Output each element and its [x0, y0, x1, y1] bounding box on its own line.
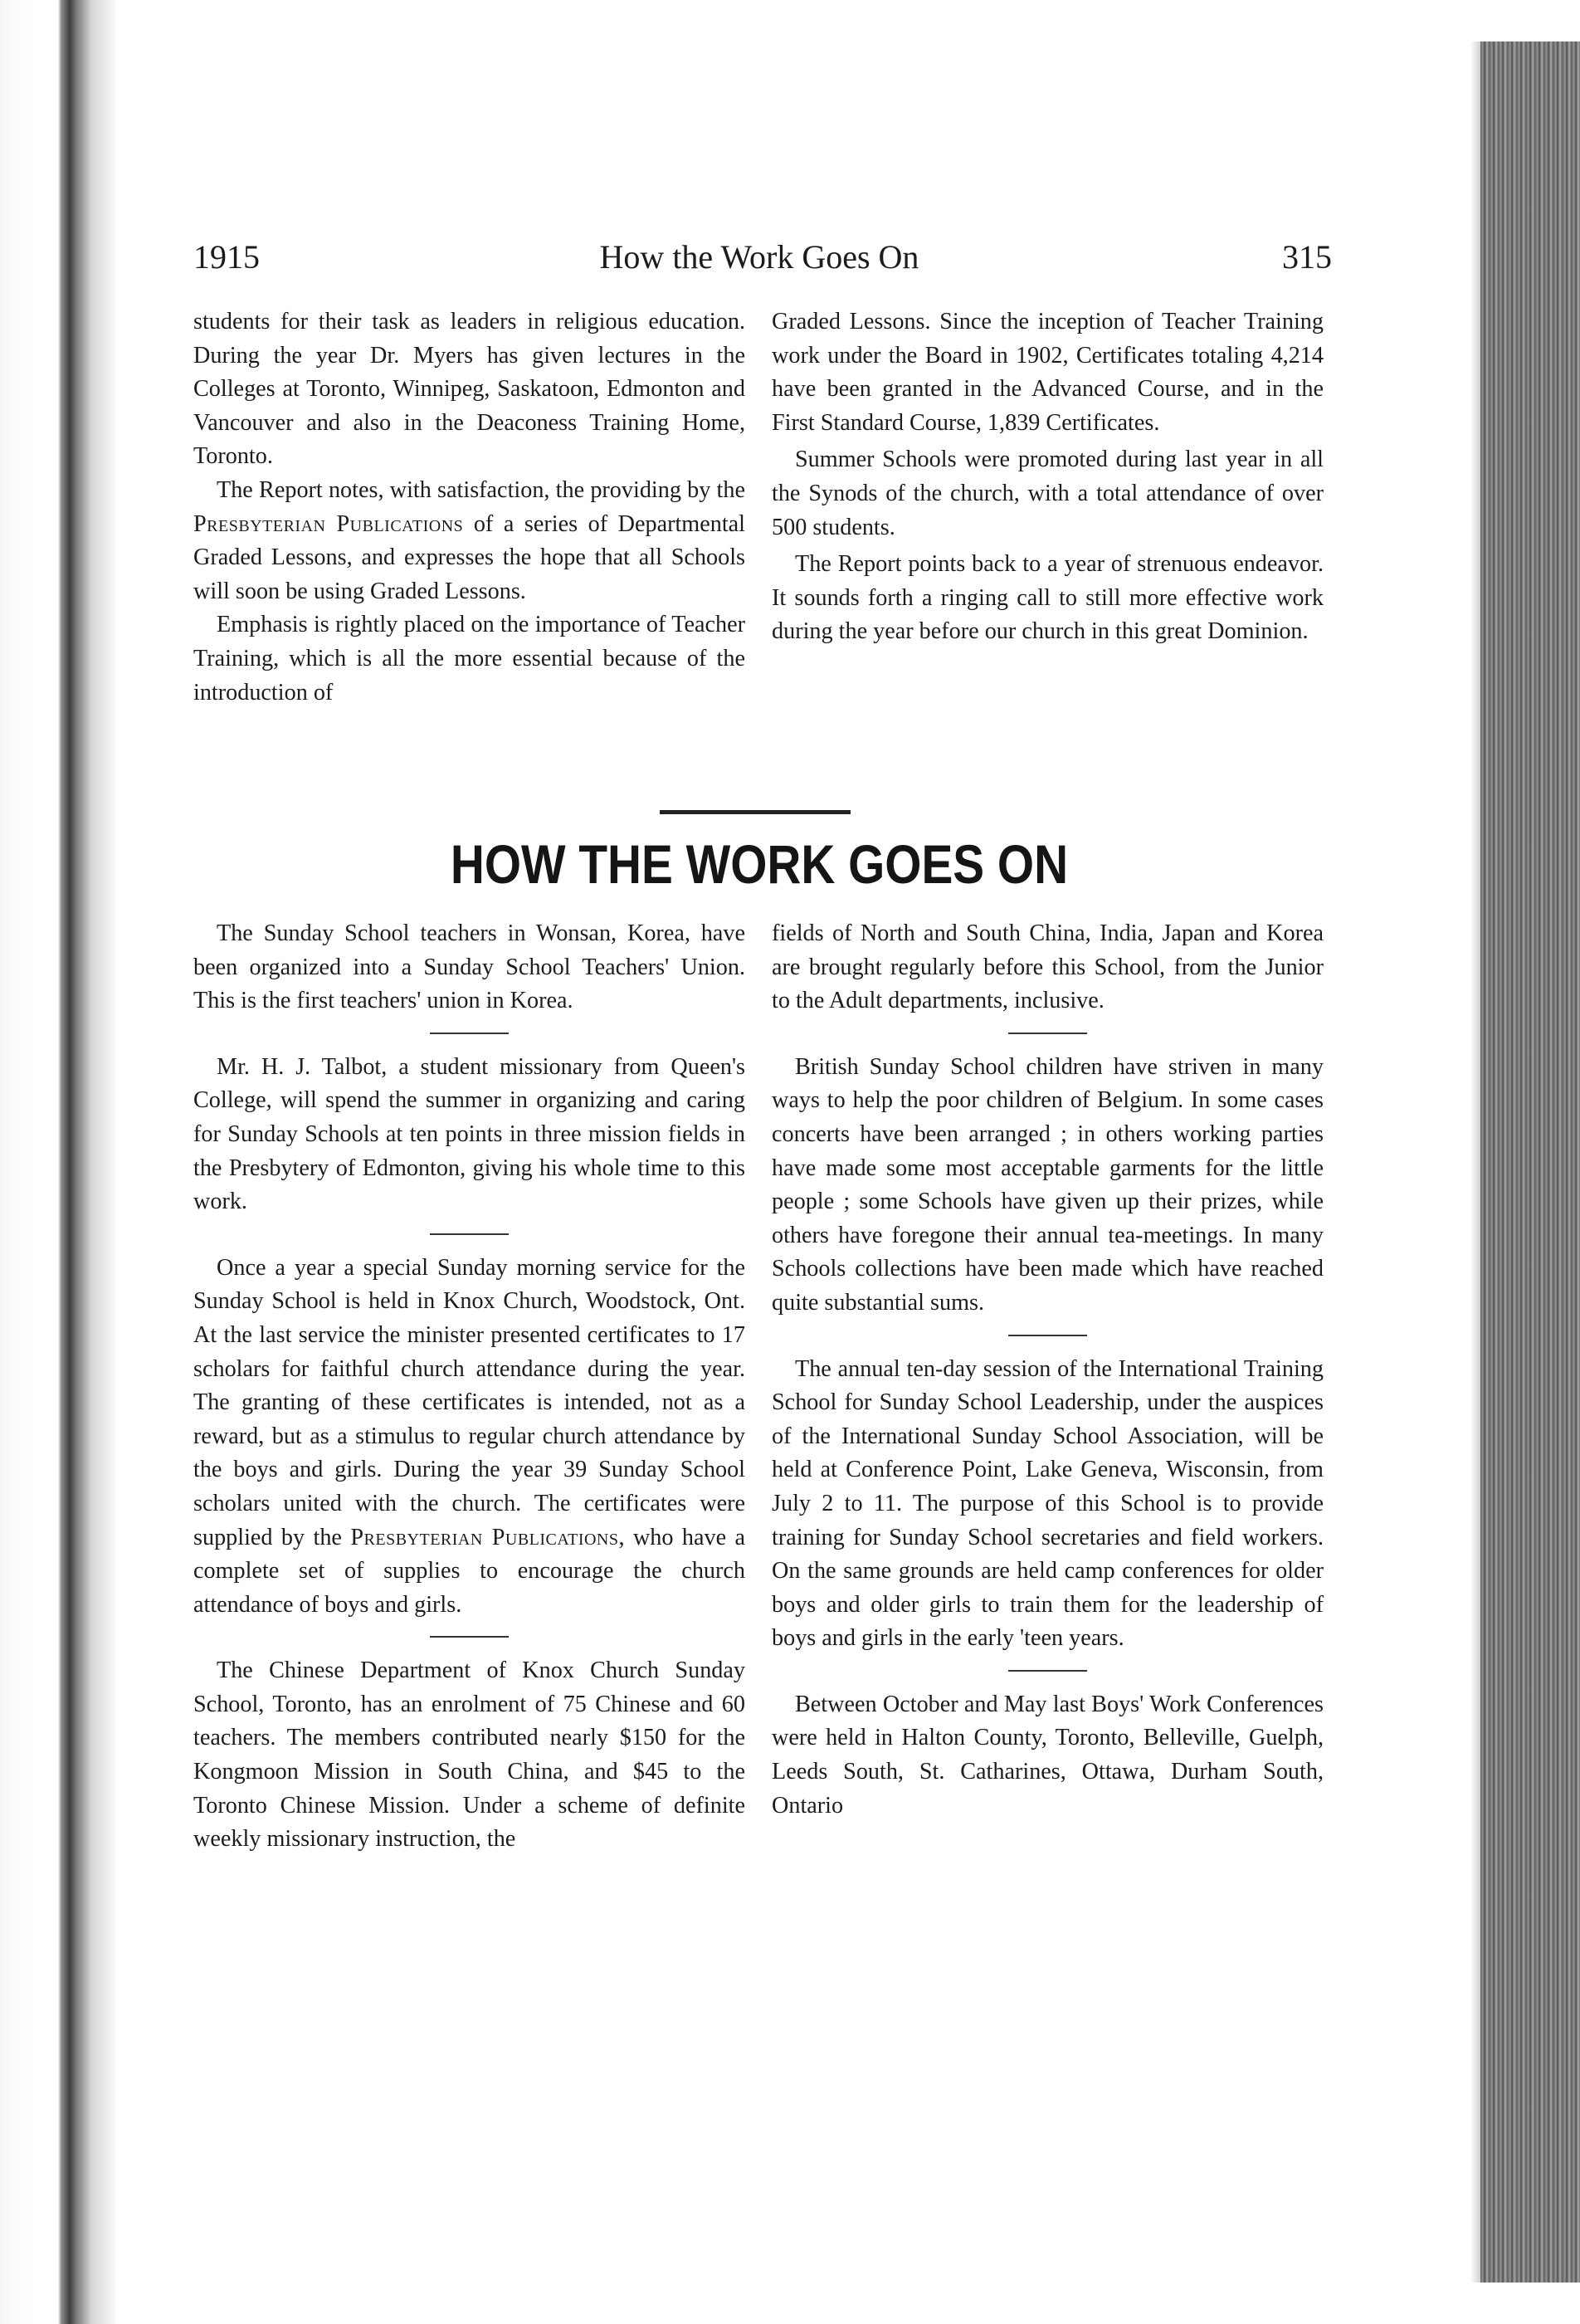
news-left-column [193, 917, 745, 1857]
paragraph: students for their task as leaders in religious education. During the year Dr. Myers has given lectures in the Colleges at Toronto, Winnipeg, Saskatoon, Edmonton and Vancouver and also in the Deaconess Training Home, Toronto. [193, 309, 745, 470]
top-article-left-column [193, 305, 745, 710]
page-number: 315 [1282, 238, 1332, 276]
paragraph: Summer Schools were promoted during last year in all the Synods of the church, with a total attendance of over 500 students. [772, 447, 1324, 540]
scan-left-page-edge [0, 0, 116, 2324]
section-heading: HOW THE WORK GOES ON [450, 833, 1069, 895]
running-head-title: How the Work Goes On [599, 238, 919, 276]
item-separator [1008, 1033, 1087, 1034]
news-item: Between October and May last Boys' Work Conferences were held in Halton County, Toronto, Belleville, Guelph, Leeds South, St. Catharines, Ottawa, Durham South, Ontario [772, 1691, 1324, 1819]
news-item: The Sunday School teachers in Wonsan, Korea, have been organized into a Sunday School Teachers' Union. This is the first teachers' union in Korea. [193, 920, 745, 1014]
news-item: The Chinese Department of Knox Church Sunday School, Toronto, has an enrolment of 75 Chinese and 60 teachers. The members contributed nearly $150 for the Kongmoon Mission in South China, and $45 to the Toronto Chinese Mission. Under a scheme of definite weekly missionary instruction, the [193, 1658, 745, 1853]
item-separator [1008, 1670, 1087, 1672]
news-item: fields of North and South China, India, Japan and Korea are brought regularly before this School, from the Junior to the Adult departments, inclusive. [772, 920, 1324, 1014]
section-divider-rule [660, 810, 851, 814]
paragraph: Graded Lessons. Since the inception of Teacher Training work under the Board in 1902, Certificates totaling 4,214 have been granted in the Advanced Course, and in the First Standard Course, 1,839 Certificates. [772, 309, 1324, 436]
news-item: Mr. H. J. Talbot, a student missionary from Queen's College, will spend the summer in organizing and caring for Sunday Schools at ten points in three mission fields in the Presbytery of Edmonton, giving his whole time to this work. [193, 1053, 745, 1215]
news-item: The annual ten-day session of the International Training School for Sunday School Leadership, under the auspices of the International Sunday School Association, will be held at Conference Point, Lake Geneva, Wisconsin, from July 2 to 11. The purpose of this School is to provide training for Sunday School secretaries and field workers. On the same grounds are held camp conferences for older boys and older girls to train them for the leadership of boys and girls in the early 'teen years. [772, 1355, 1324, 1652]
paragraph: The Report points back to a year of strenuous endeavor. It sounds forth a ringing call to still more effective work during the year before our church in this great Dominion. [772, 551, 1324, 645]
item-separator [430, 1636, 509, 1638]
item-separator [430, 1233, 509, 1235]
paragraph: The Report notes, with satisfaction, the providing by the Presbyterian Publications of a series of Departmental Graded Lessons, and expresses the hope that all Schools will soon be using Graded Lessons. [193, 476, 746, 604]
running-head [187, 232, 1332, 282]
scan-right-page-stack [1480, 42, 1580, 2282]
paragraph: Emphasis is rightly placed on the importance of Teacher Training, which is all the more essential because of the introduction of [193, 612, 745, 706]
top-article-right-column [772, 305, 1324, 649]
publisher-name: Presbyterian Publications [350, 1524, 619, 1550]
news-item: Once a year a special Sunday morning service for the Sunday School is held in Knox Church, Woodstock, Ont. At the last service the minister presented certificates to 17 scholars for faithful church attendance during the year. The granting of these certificates is intended, not as a reward, but as a stimulus to regular church attendance by the boys and girls. During the year 39 Sunday School scholars united with the church. The certificates were supplied by the Presbyterian Publications, who have a complete set of supplies to encourage the church attendance of boys and girls. [193, 1254, 746, 1618]
news-item: British Sunday School children have striven in many ways to help the poor children of Belgium. In some cases concerts have been arranged ; in others working parties have made some most acceptable garments for the little people ; some Schools have given up their prizes, while others have foregone their annual tea-meetings. In many Schools collections have been made which have reached quite substantial sums. [772, 1053, 1324, 1316]
item-separator [430, 1033, 509, 1034]
item-separator [1008, 1335, 1087, 1336]
document-page [187, 232, 1332, 2092]
running-head-year: 1915 [193, 238, 260, 276]
news-right-column [772, 917, 1324, 1823]
publisher-name: Presbyterian Publications [193, 510, 464, 537]
